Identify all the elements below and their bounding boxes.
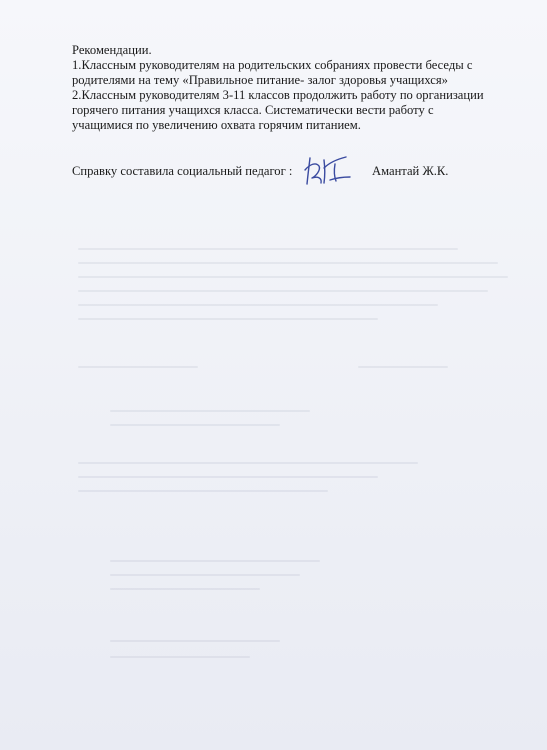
handwritten-signature: [300, 150, 352, 190]
recommendations-heading: Рекомендации.: [72, 43, 152, 57]
signer-name: Амантай Ж.К.: [372, 164, 449, 178]
recommendation-line: учащимися по увеличению охвата горячим питанием.: [72, 118, 361, 132]
signature-label: Справку составила социальный педагог :: [72, 164, 293, 178]
recommendation-line: 1.Классным руководителям на родительских собраниях провести беседы с: [72, 58, 473, 72]
recommendation-line: 2.Классным руководителям 3-11 классов продолжить работу по организации: [72, 88, 484, 102]
recommendation-line: родителями на тему «Правильное питание- залог здоровья учащихся»: [72, 73, 448, 87]
recommendation-line: горячего питания учащихся класса. Систематически вести работу с: [72, 103, 434, 117]
